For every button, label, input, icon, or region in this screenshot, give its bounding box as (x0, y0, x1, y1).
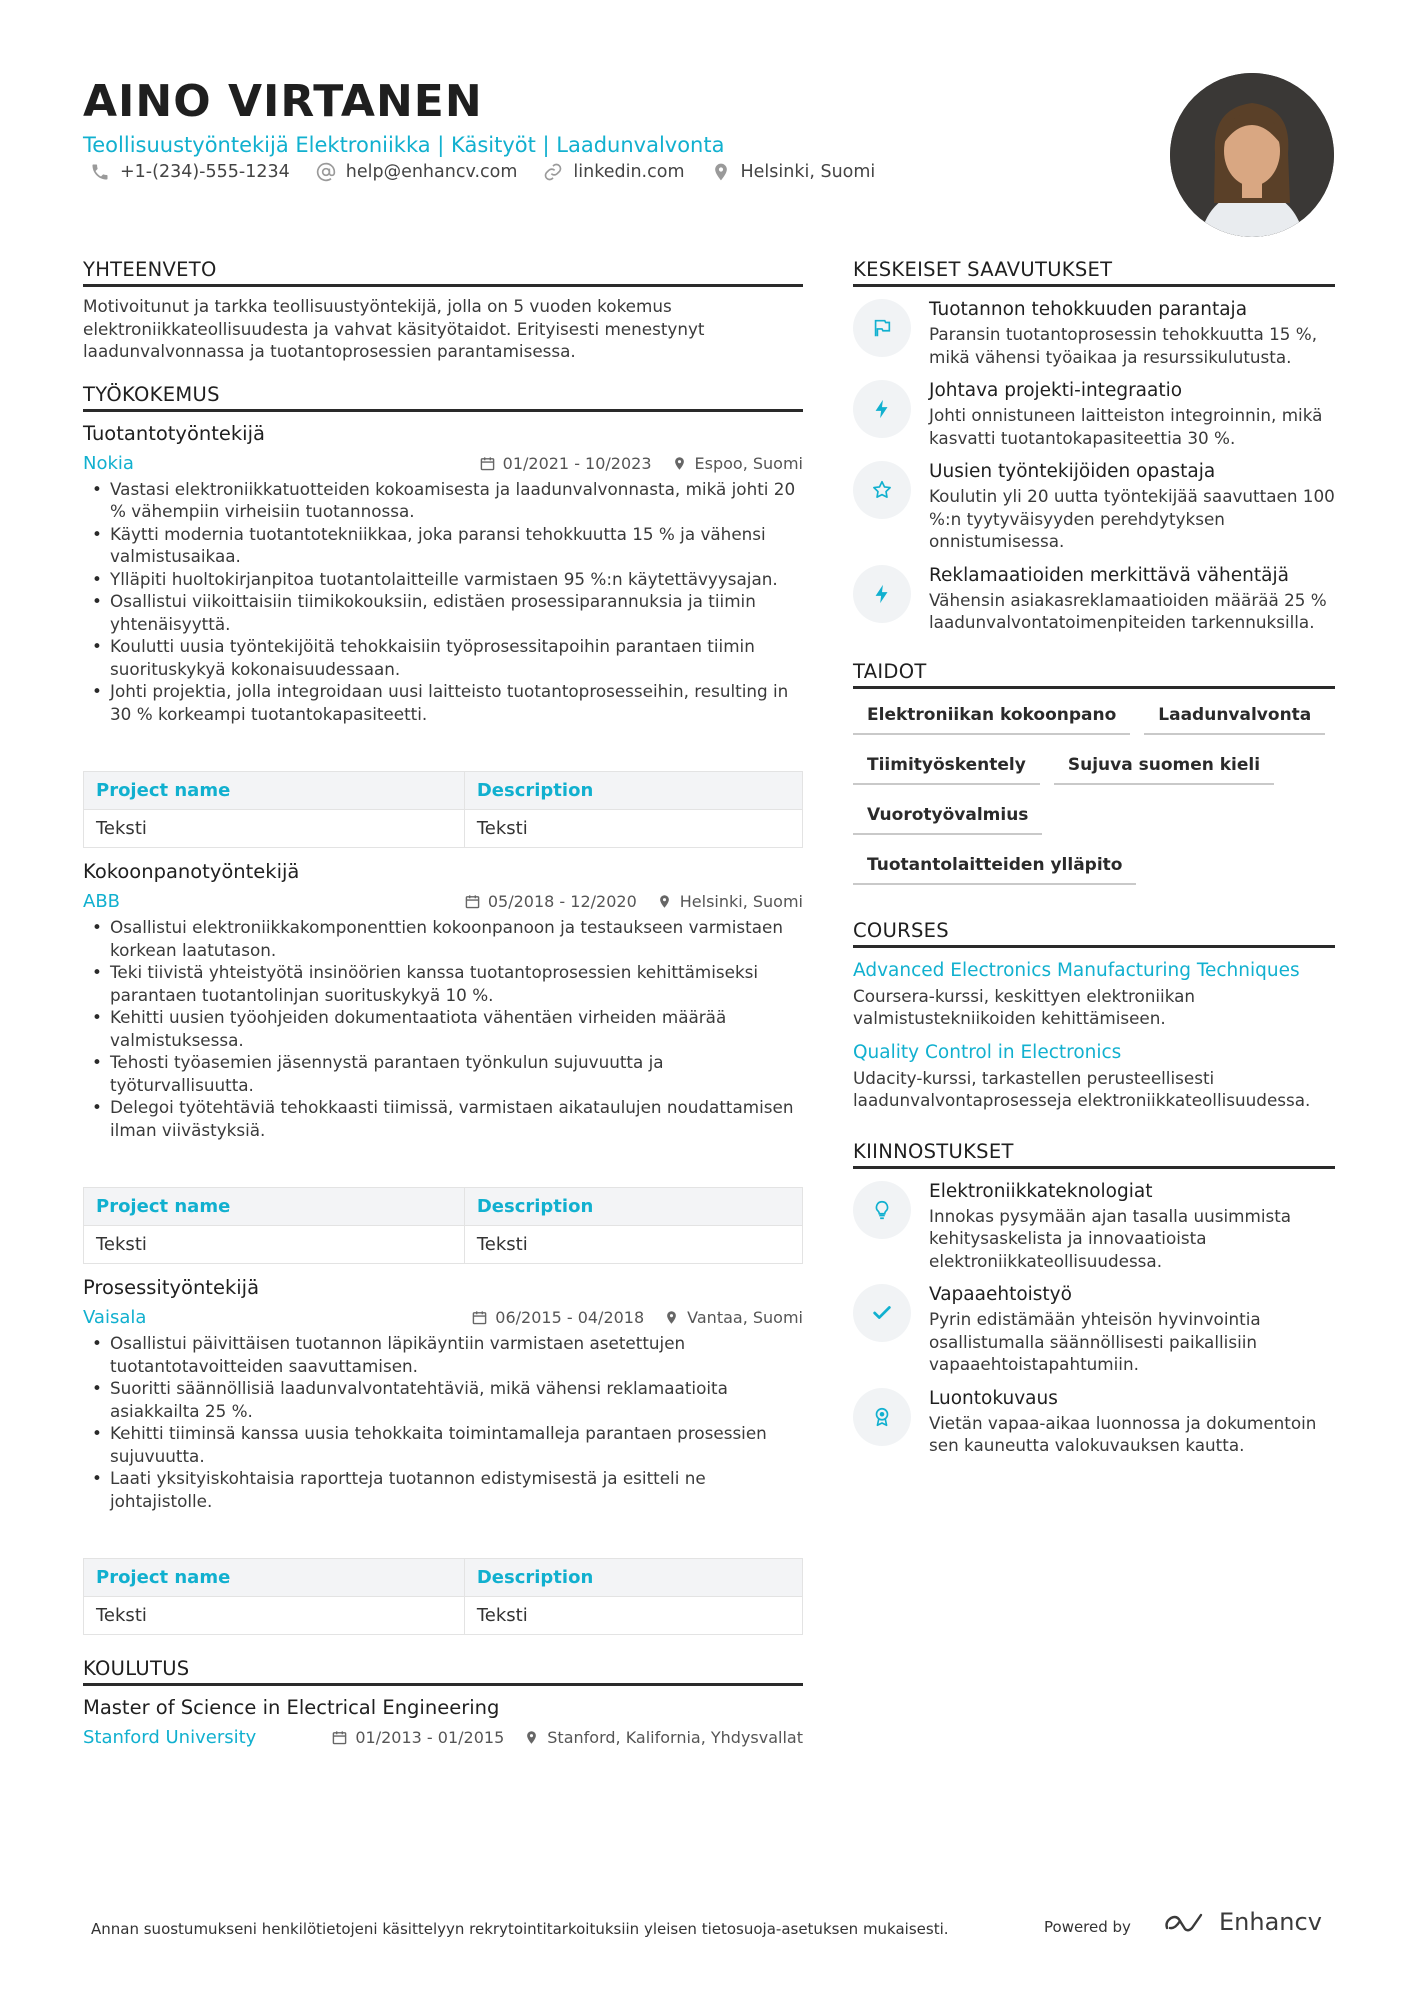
interest-item (853, 1181, 1335, 1273)
skill-tag: Laadunvalvonta (1144, 705, 1325, 735)
project-table (83, 1558, 803, 1635)
achievement-item (853, 380, 1335, 449)
calendar-icon (465, 894, 480, 909)
bullet-item: • Osallistui elektroniikkakomponenttien kokoonpanoon ja testaukseen varmistaen korkean laatutason. (83, 916, 803, 961)
job-entry (83, 1276, 803, 1635)
bullet-item: • Teki tiivistä yhteistyötä insinöörien kanssa tuotantoprosessien kehittämiseksi parantaen tuotantolinjan suorituskykyä 10 %. (83, 961, 803, 1006)
bullet-item: • Kehitti uusien työohjeiden dokumentaatiota vähentäen virheiden määrää valmistuksessa. (83, 1006, 803, 1051)
skill-tag: Vuorotyövalmius (853, 805, 1042, 835)
project-description-header: Description (464, 1559, 802, 1597)
contact-location (711, 162, 876, 182)
job-location: Espoo, Suomi (694, 453, 803, 473)
profile-photo (1170, 73, 1334, 237)
job-entry (83, 860, 803, 1264)
project-name-cell: Teksti (84, 1226, 465, 1264)
interest-item (853, 1388, 1335, 1457)
interests-section (853, 1140, 1335, 1457)
bullet-item: • Tehosti työasemien jäsennystä parantaen työnkulun sujuvuutta ja työturvallisuutta. (83, 1051, 803, 1096)
location-pin-icon (711, 162, 731, 182)
star-icon (871, 479, 893, 501)
achievement-item (853, 299, 1335, 368)
project-description-cell: Teksti (464, 1226, 802, 1264)
project-description-cell: Teksti (464, 810, 802, 848)
achievement-text: Koulutin yli 20 uutta työntekijää saavuttaen 100 %:n tyytyväisyyden perehdytyksen onnistumisessa. (929, 486, 1335, 551)
bullet-item: • Suoritti säännöllisiä laadunvalvontatehtäviä, mikä vähensi reklamaatioita asiakkailta 25 %. (83, 1377, 803, 1422)
achievement-item (853, 565, 1335, 634)
project-name-header: Project name (84, 772, 465, 810)
linkedin-text: linkedin.com (573, 162, 685, 182)
bullet-item: • Osallistui viikoittaisiin tiimikokouksiin, edistäen prosessiparannuksia ja tiimin yhtenäisyyttä. (83, 590, 803, 635)
interest-text: Pyrin edistämään yhteisön hyvinvointia osallistumalla säännöllisesti paikallisiin vapaaehtoistapahtumiin. (929, 1309, 1261, 1374)
education-meta (83, 1727, 803, 1748)
education-location: Stanford, Kalifornia, Yhdysvallat (547, 1728, 803, 1747)
award-icon (871, 1406, 893, 1428)
gdpr-consent-note: Annan suostumukseni henkilötietojeni käsittelyyn rekrytointitarkoituksiin yleisen tietosuoja-asetuksen mukaisesti. (91, 1920, 949, 1938)
job-bullets (83, 916, 803, 1141)
skill-tag: Elektroniikan kokoonpano (853, 705, 1130, 735)
flag-icon (871, 317, 893, 339)
achievement-title: Reklamaatioiden merkittävä vähentäjä (929, 564, 1289, 586)
education-section (83, 1657, 803, 1748)
at-icon (316, 162, 336, 182)
achievements-section (853, 258, 1335, 634)
education-dates: 01/2013 - 01/2015 (355, 1728, 505, 1747)
job-meta (83, 1307, 803, 1328)
calendar-icon (332, 1730, 347, 1745)
contact-linkedin[interactable] (543, 162, 684, 182)
job-dates: 01/2021 - 10/2023 (502, 453, 652, 473)
interest-text: Vietän vapaa-aikaa luonnossa ja dokumentoin sen kauneutta valokuvauksen kautta. (929, 1412, 1317, 1455)
achievement-text: Johti onnistuneen laitteiston integroinnin, mikä kasvatti tuotantokapasiteettia 30 %. (929, 405, 1323, 448)
contact-bar (90, 162, 875, 182)
job-meta (83, 453, 803, 474)
job-location: Helsinki, Suomi (679, 892, 803, 911)
experience-title: TYÖKOKEMUS (83, 383, 803, 412)
skill-tag: Tuotantolaitteiden ylläpito (853, 855, 1136, 885)
candidate-subtitle: Teollisuustyöntekijä Elektroniikka | Käsityöt | Laadunvalvonta (83, 133, 725, 157)
job-title: Kokoonpanotyöntekijä (83, 860, 300, 883)
bullet-item: • Käytti modernia tuotantotekniikkaa, joka paransi tehokkuutta 15 % ja vähensi valmistusaikaa. (83, 523, 803, 568)
skills-title: TAIDOT (853, 660, 1335, 689)
bullet-item: • Laati yksityiskohtaisia raportteja tuotannon edistymisestä ja esitteli ne johtajistolle. (83, 1467, 803, 1512)
project-name-header: Project name (84, 1559, 465, 1597)
interest-title: Luontokuvaus (929, 1387, 1058, 1409)
bolt-icon (871, 583, 893, 605)
brand-name: Enhancv (1219, 1908, 1322, 1936)
bullet-item: • Johti projektia, jolla integroidaan uusi laitteisto tuotantoprosesseihin, resulting in 30 % korkeampi tuotantokapasiteetti. (83, 680, 803, 725)
location-pin-icon (664, 1310, 679, 1325)
project-name-cell: Teksti (84, 810, 465, 848)
left-column (83, 258, 803, 1748)
job-dates: 05/2018 - 12/2020 (487, 892, 637, 911)
bolt-icon (871, 398, 893, 420)
skill-tag: Sujuva suomen kieli (1054, 755, 1274, 785)
company-name: Nokia (83, 452, 134, 474)
company-name: Vaisala (83, 1307, 147, 1328)
course-title: Advanced Electronics Manufacturing Techniques (853, 959, 1300, 981)
skill-tag: Tiimityöskentely (853, 755, 1040, 785)
email-text: help@enhancv.com (345, 162, 518, 182)
achievement-item (853, 461, 1335, 553)
bullet-item: • Osallistui päivittäisen tuotannon läpikäyntiin varmistaen asetettujen tuotantotavoitteiden saavuttamisen. (83, 1332, 803, 1377)
achievement-title: Uusien työntekijöiden opastaja (929, 461, 1216, 482)
experience-section (83, 383, 803, 1636)
check-icon (871, 1302, 893, 1324)
achievement-text: Paransin tuotantoprosessin tehokkuutta 15 %, mikä vähensi työaikaa ja resurssikulutusta. (929, 324, 1318, 367)
link-icon (543, 162, 563, 182)
calendar-icon (472, 1310, 487, 1325)
course-text: Udacity-kurssi, tarkastellen perusteellisesti laadunvalvontaprosesseja elektroniikkateollisuudessa. (853, 1067, 1311, 1110)
project-name-header: Project name (84, 1188, 465, 1226)
company-name: ABB (83, 891, 121, 912)
contact-email[interactable] (316, 162, 518, 182)
bullet-item: • Vastasi elektroniikkatuotteiden kokoamisesta ja laadunvalvonnasta, mikä johti 20 % vähempiin virheisiin tuotannossa. (83, 478, 803, 523)
location-pin-icon (657, 894, 672, 909)
skills-list (853, 705, 1335, 885)
course-title: Quality Control in Electronics (853, 1041, 1122, 1063)
phone-text: +1-(234)-555-1234 (120, 162, 290, 182)
interest-text: Innokas pysymään ajan tasalla uusimmista kehitysaskelista ja innovaatioista elektroniikkateollisuudessa. (929, 1205, 1292, 1271)
job-title: Tuotantotyöntekijä (83, 421, 265, 445)
contact-phone (90, 162, 290, 182)
location-pin-icon (672, 456, 687, 471)
right-column (853, 258, 1335, 1457)
job-bullets (83, 1332, 803, 1512)
achievement-title: Johtava projekti-integraatio (929, 380, 1183, 401)
interest-title: Vapaaehtoistyö (929, 1284, 1072, 1305)
summary-section (83, 258, 803, 363)
summary-title: YHTEENVETO (83, 258, 803, 287)
summary-text: Motivoitunut ja tarkka teollisuustyöntekijä, jolla on 5 vuoden kokemus elektroniikkateollisuudesta ja vahvat käsityötaidot. Erityisesti menestynyt laadunvalvonnassa ja tuotantoprosessien parantamisessa. (83, 296, 705, 361)
courses-section (853, 919, 1335, 1112)
powered-by-label: Powered by (1044, 1918, 1131, 1936)
enhancv-logo-icon (1163, 1910, 1209, 1934)
school-name: Stanford University (83, 1727, 257, 1748)
job-location: Vantaa, Suomi (687, 1308, 803, 1327)
calendar-icon (480, 456, 495, 471)
project-description-cell: Teksti (464, 1597, 802, 1635)
achievements-title: KESKEISET SAAVUTUKSET (853, 258, 1335, 287)
location-pin-icon (524, 1730, 539, 1745)
job-meta (83, 891, 803, 912)
candidate-name: AINO VIRTANEN (83, 76, 483, 127)
project-table (83, 771, 803, 848)
bullet-item: • Delegoi työtehtäviä tehokkaasti tiimissä, varmistaen aikataulujen noudattamisen ilman viivästyksiä. (83, 1096, 803, 1141)
location-text: Helsinki, Suomi (740, 162, 876, 182)
phone-icon (90, 162, 110, 182)
project-description-header: Description (464, 772, 802, 810)
courses-title: COURSES (853, 919, 1335, 948)
bullet-item: • Koulutti uusia työntekijöitä tehokkaisiin työprosessitapoihin parantaen tiimin suorituskykyä kokonaisuudessaan. (83, 635, 803, 680)
job-dates: 06/2015 - 04/2018 (495, 1308, 645, 1327)
achievement-title: Tuotannon tehokkuuden parantaja (929, 299, 1248, 320)
education-title: KOULUTUS (83, 1657, 803, 1686)
degree-title: Master of Science in Electrical Engineering (83, 1696, 500, 1719)
job-bullets (83, 478, 803, 726)
bullet-item: • Ylläpiti huoltokirjanpitoa tuotantolaitteille varmistaen 95 %:n käytettävyysajan. (83, 568, 803, 591)
job-title: Prosessityöntekijä (83, 1276, 260, 1299)
interests-title: KIINNOSTUKSET (853, 1140, 1335, 1169)
achievement-text: Vähensin asiakasreklamaatioiden määrää 25 % laadunvalvontatoimenpiteiden tarkennuksilla. (929, 589, 1327, 632)
lightbulb-icon (871, 1199, 893, 1221)
job-entry (83, 422, 803, 849)
course-text: Coursera-kurssi, keskittyen elektroniikan valmistustekniikoiden kehittämiseen. (853, 985, 1196, 1028)
bullet-item: • Kehitti tiiminsä kanssa uusia tehokkaita toimintamalleja parantaen prosessien sujuvuutta. (83, 1422, 803, 1467)
project-description-header: Description (464, 1188, 802, 1226)
interest-item (853, 1284, 1335, 1376)
enhancv-logo[interactable] (1163, 1908, 1322, 1936)
skills-section (853, 660, 1335, 885)
project-name-cell: Teksti (84, 1597, 465, 1635)
interest-title: Elektroniikkateknologiat (929, 1180, 1153, 1202)
project-table (83, 1187, 803, 1264)
